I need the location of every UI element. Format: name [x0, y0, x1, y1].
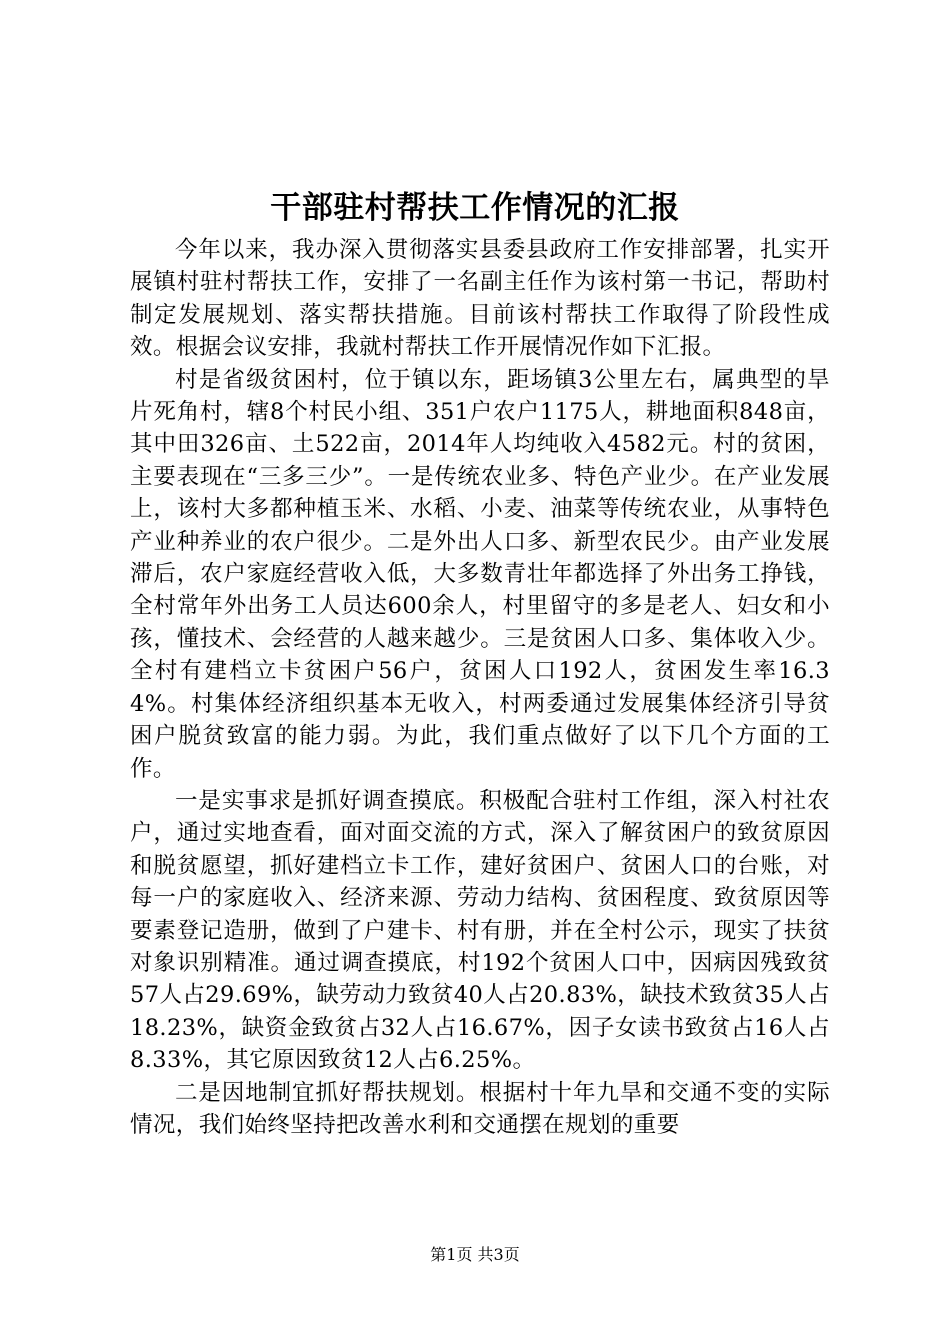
paragraph-village-overview: 村是省级贫困村，位于镇以东，距场镇3公里左右，属典型的旱片死角村，辖8个村民小组、351户农户1175人，耕地面积848亩，其中田326亩、土522亩，2014年人均纯收入4582元。村的贫困，主要表现在“三多三少”。一是传统农业多、特色产业少。在产业发展上，该村大多都种植玉米、水稻、小麦、油菜等传统农业，从事特色产业种养业的农户很少。二是外出人口多、新型农民少。由产业发展滞后，农户家庭经营收入低，大多数青壮年都选择了外出务工挣钱，全村常年外出务工人员达600余人，村里留守的多是老人、妇女和小孩，懂技术、会经营的人越来越少。三是贫困人口多、集体收入少。全村有建档立卡贫困户56户，贫困人口192人，贫困发生率16.34%。村集体经济组织基本无收入，村两委通过发展集体经济引导贫困户脱贫致富的能力弱。为此，我们重点做好了以下几个方面的工作。 [130, 366, 830, 782]
page-footer: 第1页 共3页 [430, 1245, 520, 1264]
paragraph-planning: 二是因地制宜抓好帮扶规划。根据村十年九旱和交通不变的实际情况，我们始终坚持把改善水利和交通摆在规划的重要 [130, 1079, 830, 1138]
paragraph-intro: 今年以来，我办深入贯彻落实县委县政府工作安排部署，扎实开展镇村驻村帮扶工作，安排了一名副主任作为该村第一书记，帮助村制定发展规划、落实帮扶措施。目前该村帮扶工作取得了阶段性成效。根据会议安排，我就村帮扶工作开展情况作如下汇报。 [130, 237, 830, 361]
document-title: 干部驻村帮扶工作情况的汇报 [270, 190, 680, 226]
paragraph-survey: 一是实事求是抓好调查摸底。积极配合驻村工作组，深入村社农户，通过实地查看，面对面交流的方式，深入了解贫困户的致贫原因和脱贫愿望，抓好建档立卡工作，建好贫困户、贫困人口的台账，对每一户的家庭收入、经济来源、劳动力结构、贫困程度、致贫原因等要素登记造册，做到了户建卡、村有册，并在全村公示，现实了扶贫对象识别精准。通过调查摸底，村192个贫困人口中，因病因残致贫57人占29.69%，缺劳动力致贫40人占20.83%，缺技术致贫35人占18.23%，缺资金致贫占32人占16.67%，因子女读书致贫占16人占8.33%，其它原因致贫12人占6.25%。 [130, 787, 830, 1074]
document-body [130, 234, 830, 1141]
